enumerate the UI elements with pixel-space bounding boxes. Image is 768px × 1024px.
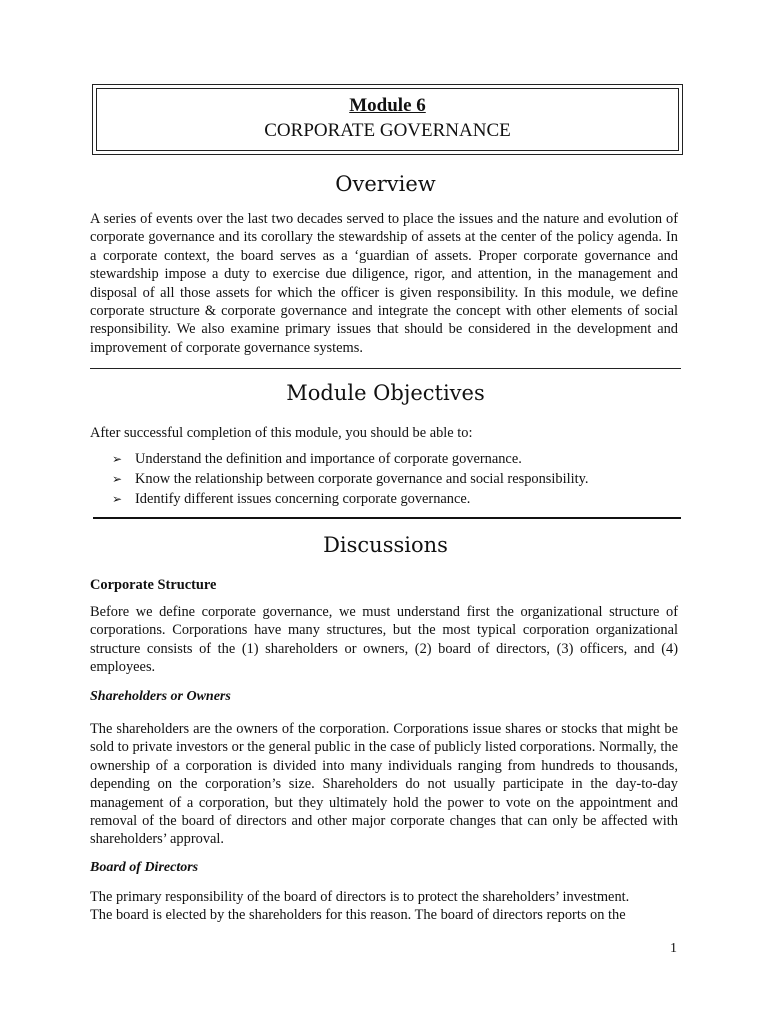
objectives-intro: After successful completion of this module, you should be able to: — [90, 425, 473, 441]
section-divider — [93, 517, 681, 519]
corporate-structure-heading: Corporate Structure — [90, 577, 217, 593]
section-divider — [90, 368, 681, 369]
overview-heading: Overview — [335, 172, 436, 196]
board-line: The primary responsibility of the board of directors is to protect the shareholders’ investment. — [90, 889, 630, 905]
board-paragraph — [90, 888, 678, 925]
arrow-bullet-icon: ➢ — [112, 492, 123, 506]
board-line: The board is elected by the shareholders for this reason. The board of directors reports on the — [90, 907, 626, 924]
objective-item — [112, 489, 588, 509]
overview-paragraph: A series of events over the last two decades served to place the issues and the nature and evolution of corporate governance and its corollary the stewardship of assets at the center of the policy agenda. In a corporate context, the board serves as a ‘guardian of assets. Proper corporate governance and stewardship impose a duty to exercise due diligence, rigor, and attention, in the management and disposal of all those assets for which the officer is given responsibility. In this module, we define corporate structure & corporate governance and integrate the concept with other elements of social responsibility. We also examine primary issues that should be considered in the development and improvement of corporate governance systems. — [90, 211, 678, 356]
shareholders-paragraph: The shareholders are the owners of the corporation. Corporations issue shares or stocks that might be sold to private investors or the general public in the case of publicly listed corporations. Normally, the ownership of a corporation is divided into many individuals ranging from hundreds to thousands, depending on the corporation’s size. Shareholders do not usually participate in the day-to-day management of a corporation, but they ultimately hold the power to vote on the appointment and removal of the board of directors and other major corporate changes that can only be affected with shareholders’ approval. — [90, 721, 678, 848]
arrow-bullet-icon: ➢ — [112, 452, 123, 466]
module-title-box — [92, 84, 683, 155]
corporate-structure-paragraph: Before we define corporate governance, we must understand first the organizational structure of corporations. Corporations have many structures, but the most typical corporation organizational structure consists of the (1) shareholders or owners, (2) board of directors, (3) officers, and (4) employees. — [90, 604, 678, 676]
objective-text: Identify different issues concerning corporate governance. — [135, 491, 471, 507]
page-number: 1 — [670, 941, 677, 956]
objective-item — [112, 449, 588, 469]
shareholders-heading: Shareholders or Owners — [90, 689, 231, 704]
arrow-bullet-icon: ➢ — [112, 472, 123, 486]
module-title-box-inner — [96, 88, 679, 151]
objectives-list — [112, 449, 588, 509]
objective-text: Know the relationship between corporate governance and social responsibility. — [135, 471, 589, 487]
discussions-heading: Discussions — [323, 533, 448, 557]
module-title: CORPORATE GOVERNANCE — [264, 120, 511, 141]
objectives-heading: Module Objectives — [286, 381, 485, 405]
objective-text: Understand the definition and importance of corporate governance. — [135, 451, 522, 467]
module-number: Module 6 — [349, 95, 426, 116]
board-heading: Board of Directors — [90, 860, 199, 875]
objective-item — [112, 469, 588, 489]
